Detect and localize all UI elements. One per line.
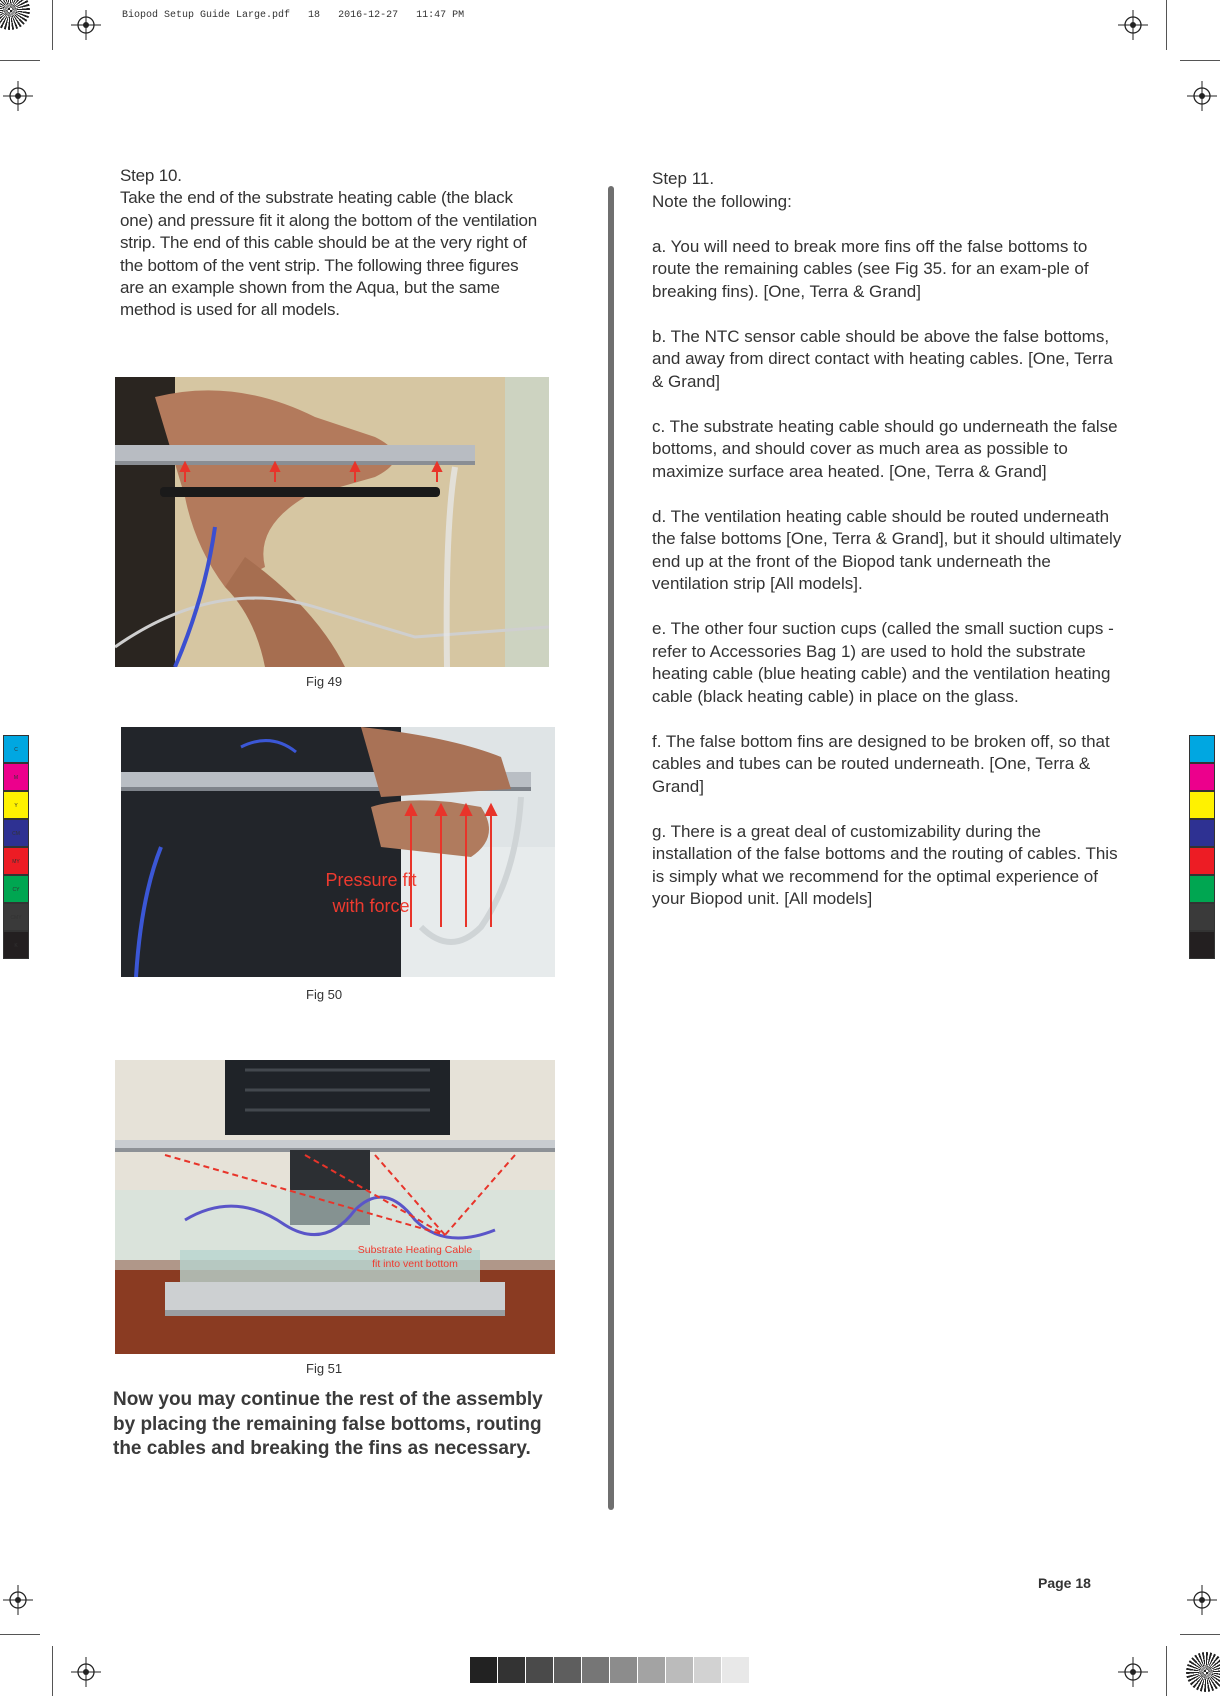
gray-ramp-swatch bbox=[638, 1657, 665, 1683]
step11-title: Step 11. bbox=[652, 169, 715, 188]
color-bar-swatch-cmy: CMY bbox=[3, 903, 29, 931]
overlay-line-2: with force bbox=[332, 896, 410, 916]
figure-49-caption: Fig 49 bbox=[306, 674, 343, 689]
registration-target-icon bbox=[71, 10, 101, 40]
registration-target-icon bbox=[1187, 1585, 1217, 1615]
header-date: 2016-12-27 bbox=[338, 10, 399, 21]
figure-51-photo bbox=[115, 1060, 555, 1354]
color-bar-swatch-right-c bbox=[1189, 735, 1215, 763]
crop-mark bbox=[1166, 1646, 1167, 1696]
gray-ramp-swatch bbox=[694, 1657, 721, 1683]
registration-sunburst-top-left bbox=[0, 0, 30, 30]
registration-target-icon bbox=[1187, 81, 1217, 111]
registration-target-icon bbox=[1118, 10, 1148, 40]
color-bar-swatch-c: C bbox=[3, 735, 29, 763]
gray-ramp-swatch bbox=[582, 1657, 609, 1683]
color-bar-right bbox=[1189, 735, 1215, 959]
color-bar-left bbox=[3, 735, 29, 959]
header-page-marker: 18 bbox=[308, 10, 321, 21]
color-bar-swatch-right-k bbox=[1189, 931, 1215, 959]
color-bar-swatch-my: MY bbox=[3, 847, 29, 875]
gray-ramp bbox=[470, 1657, 750, 1683]
figure-50-caption: Fig 50 bbox=[306, 987, 343, 1002]
figure-51-caption: Fig 51 bbox=[306, 1361, 343, 1376]
figure-51-overlay-text bbox=[325, 1243, 505, 1271]
crop-mark bbox=[52, 1646, 53, 1696]
registration-target-icon bbox=[3, 1585, 33, 1615]
column-divider bbox=[608, 186, 614, 1510]
step11-section bbox=[652, 168, 1122, 933]
crop-mark bbox=[1166, 0, 1167, 50]
crop-mark bbox=[52, 0, 53, 50]
figure-49-illustration bbox=[115, 377, 549, 667]
step10-section bbox=[120, 165, 540, 322]
color-bar-swatch-cy: CY bbox=[3, 875, 29, 903]
figure-49-photo bbox=[115, 377, 549, 667]
gray-ramp-swatch bbox=[554, 1657, 581, 1683]
step11-item-a: a. You will need to break more fins off the false bottoms to route the remaining cables (see Fig 35. for an exam-ple of breaking fins). [One, Terra & Grand] bbox=[652, 236, 1089, 301]
color-bar-swatch-right-y bbox=[1189, 791, 1215, 819]
gray-ramp-swatch bbox=[722, 1657, 749, 1683]
crop-mark bbox=[1180, 60, 1220, 61]
step11-intro: Note the following: bbox=[652, 191, 792, 211]
gray-ramp-swatch bbox=[470, 1657, 497, 1683]
figure-50-photo bbox=[121, 727, 555, 977]
header-time: 11:47 PM bbox=[416, 10, 465, 21]
figure-50-illustration bbox=[121, 727, 555, 977]
header-file: Biopod Setup Guide Large.pdf bbox=[122, 10, 291, 21]
overlay-line-2: fit into vent bottom bbox=[372, 1258, 458, 1270]
color-bar-swatch-k: K bbox=[3, 931, 29, 959]
figure-50-overlay-text bbox=[306, 867, 436, 919]
color-bar-swatch-cm: CM bbox=[3, 819, 29, 847]
step11-item-c: c. The substrate heating cable should go underneath the false bottoms, and should cover as much area as possible to maximize surface area heated. [One, Terra & Grand] bbox=[652, 416, 1118, 481]
color-bar-swatch-right-my bbox=[1189, 847, 1215, 875]
gray-ramp-swatch bbox=[498, 1657, 525, 1683]
step11-item-g: g. There is a great deal of customizability during the installation of the false bottoms and the routing of cables. This is simply what we recommend for the optimal experience of your Biopod unit. [All models] bbox=[652, 821, 1118, 908]
gray-ramp-swatch bbox=[666, 1657, 693, 1683]
color-bar-swatch-right-cy bbox=[1189, 875, 1215, 903]
gray-ramp-swatch bbox=[526, 1657, 553, 1683]
registration-target-icon bbox=[1118, 1657, 1148, 1687]
step10-title: Step 10. bbox=[120, 166, 182, 185]
color-bar-swatch-m: M bbox=[3, 763, 29, 791]
overlay-line-1: Pressure fit bbox=[325, 870, 417, 890]
registration-target-icon bbox=[3, 81, 33, 111]
step10-body: Take the end of the substrate heating cable (the black one) and pressure fit it along the bottom of the ventilation strip. The end of this cable should be at the very right of the bottom of the vent strip. The following three figures are an example shown from the Aqua, but the same method is used for all models. bbox=[120, 188, 538, 320]
crop-mark bbox=[1180, 1634, 1220, 1635]
page-number: Page 18 bbox=[1038, 1575, 1091, 1591]
step11-item-b: b. The NTC sensor cable should be above the false bottoms, and away from direct contact with heating cables. [One, Terra & Grand] bbox=[652, 326, 1113, 391]
crop-mark bbox=[0, 60, 40, 61]
gray-ramp-swatch bbox=[610, 1657, 637, 1683]
color-bar-swatch-y: Y bbox=[3, 791, 29, 819]
step11-item-d: d. The ventilation heating cable should be routed underneath the false bottoms [One, Terra & Grand], but it should ultimately end up at the front of the Biopod tank underneath the ventilation strip [All models]. bbox=[652, 506, 1122, 593]
figure-51-illustration bbox=[115, 1060, 555, 1354]
print-header bbox=[122, 10, 464, 21]
overlay-line-1: Substrate Heating Cable bbox=[357, 1244, 473, 1256]
color-bar-swatch-right-m bbox=[1189, 763, 1215, 791]
closing-paragraph: Now you may continue the rest of the assembly by placing the remaining false bottoms, routing the cables and breaking the fins as necessary. bbox=[113, 1389, 543, 1459]
registration-sunburst-bottom-right bbox=[1186, 1652, 1220, 1692]
color-bar-swatch-right-cm bbox=[1189, 819, 1215, 847]
crop-mark bbox=[0, 1634, 40, 1635]
step11-item-f: f. The false bottom fins are designed to be broken off, so that cables and tubes can be routed underneath. [One, Terra & Grand] bbox=[652, 731, 1110, 796]
registration-target-icon bbox=[71, 1657, 101, 1687]
step11-item-e: e. The other four suction cups (called the small suction cups - refer to Accessories Bag 1) are used to hold the substrate heating cable (blue heating cable) and the ventilation heating cable (black heating cable) in place on the glass. bbox=[652, 619, 1114, 706]
color-bar-swatch-right-cmy bbox=[1189, 903, 1215, 931]
